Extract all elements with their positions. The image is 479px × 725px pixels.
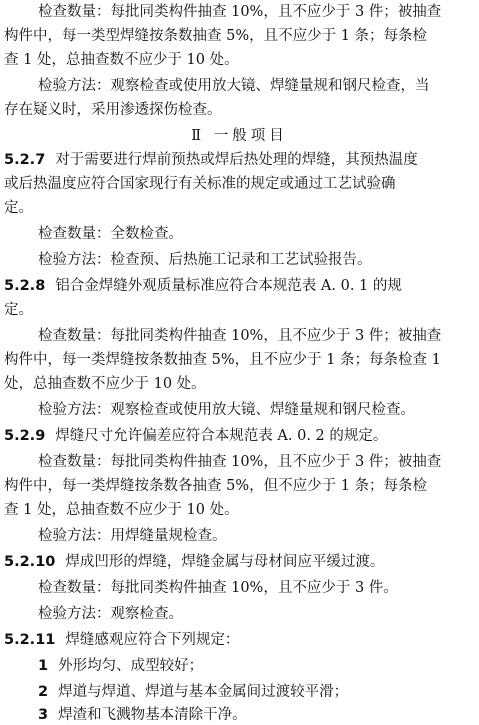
item-text: 外形均匀、成型较好； (58, 658, 204, 674)
clause-text: 焊缝尺寸允许偏差应符合本规范表 A. 0. 2 的规定。 (55, 428, 388, 444)
clause-text: 铝合金焊缝外观质量标准应符合本规范表 A. 0. 1 的规 (55, 278, 402, 294)
text-line: 检查数量：每批同类构件抽查 10%，且不应少于 3 件；被抽查 (38, 328, 442, 344)
text-line: 检验方法：用焊缝量规检查。 (38, 528, 227, 544)
clause-number: 5.2.11 (4, 632, 56, 648)
item-text: 焊道与焊道、焊道与基本金属间过渡较平滑； (58, 684, 349, 700)
text-line: 查 1 处，总抽查数不应少于 10 处。 (4, 502, 239, 518)
text-line: 构件中，每一类型焊缝按条数抽查 5%，且不应少于 1 条；每条检 (4, 28, 428, 44)
text-line: 处，总抽查数不应少于 10 处。 (4, 376, 206, 392)
text-line: 构件中，每一类焊缝按条数各抽查 5%，但不应少于 1 条；每条检 (4, 478, 428, 494)
clause-5-2-10 (0, 552, 479, 572)
clause-5-2-9 (0, 426, 479, 446)
item-number: 3 (38, 707, 49, 723)
item-number: 1 (38, 658, 49, 674)
clause-number: 5.2.8 (4, 278, 46, 294)
list-item (0, 656, 479, 676)
text-line: 存在疑义时，采用渗透探伤检查。 (4, 102, 222, 118)
text-line: 检查数量：每批同类构件抽查 10%，且不应少于 3 件；被抽查 (38, 454, 442, 470)
text-line: 查 1 处，总抽查数不应少于 10 处。 (4, 52, 239, 68)
text-line: 构件中，每一类焊缝按条数抽查 5%，且不应少于 1 条；每条检查 1 (4, 352, 441, 368)
clause-5-2-11 (0, 630, 479, 650)
text-line: 定。 (4, 302, 33, 318)
clause-number: 5.2.7 (4, 152, 46, 168)
clause-number: 5.2.10 (4, 554, 56, 570)
text-line: 检查数量：每批同类构件抽查 10%，且不应少于 3 件。 (38, 580, 398, 596)
section-heading: Ⅱ 一般项目 (191, 128, 288, 144)
text-line: 检查数量：全数检查。 (38, 226, 183, 242)
text-line: 定。 (4, 200, 33, 216)
text-line: 检验方法：观察检查。 (38, 606, 183, 622)
text-line: 检查数量：每批同类构件抽查 10%，且不应少于 3 件；被抽查 (38, 4, 442, 20)
item-text: 焊渣和飞溅物基本清除干净。 (58, 707, 247, 723)
text-line: 或后热温度应符合国家现行有关标准的规定或通过工艺试验确 (4, 176, 396, 192)
text-line: 检验方法：观察检查或使用放大镜、焊缝量规和钢尺检查。 (38, 402, 415, 418)
clause-number: 5.2.9 (4, 428, 46, 444)
clause-text: 焊成凹形的焊缝，焊缝金属与母材间应平缓过渡。 (65, 554, 385, 570)
clause-5-2-7 (0, 150, 479, 170)
list-item (0, 682, 479, 702)
clause-text: 对于需要进行焊前预热或焊后热处理的焊缝，其预热温度 (55, 152, 418, 168)
text-line: 检验方法：检查预、后热施工记录和工艺试验报告。 (38, 252, 372, 268)
item-number: 2 (38, 684, 49, 700)
list-item (0, 705, 479, 725)
clause-text: 焊缝感观应符合下列规定： (65, 632, 240, 648)
clause-5-2-8 (0, 276, 479, 296)
text-line: 检验方法：观察检查或使用放大镜、焊缝量规和钢尺检查，当 (38, 78, 430, 94)
